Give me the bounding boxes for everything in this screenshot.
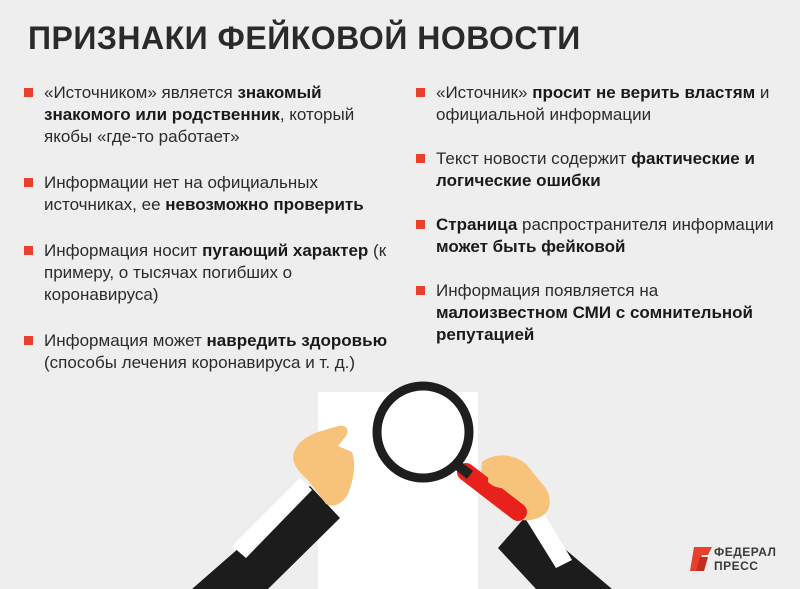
item-text: Страница распространителя информации может быть фейковой (436, 215, 774, 256)
item-text: Информация носит пугающий характер (к примеру, о тысячах погибших о коронавирусa) (44, 241, 387, 304)
left-sleeve (192, 486, 340, 589)
fp-logo-icon (690, 547, 712, 571)
logo-text (714, 545, 776, 573)
item-text: «Источник» просит не верить властям и официальной информации (436, 83, 770, 124)
logo-line-2: ПРЕСС (714, 559, 759, 573)
item-text: Информация может навредить здоровью (способы лечения коронавируса и т. д.) (44, 331, 388, 372)
item-text: Информации нет на официальных источниках, ее невозможно проверить (44, 173, 364, 214)
item-text: Текст новости содержит фактические и логические ошибки (436, 149, 755, 190)
item-text: «Источником» является знакомый знакомого или родственник, который якобы «где-то работает» (44, 83, 355, 146)
page-title: ПРИЗНАКИ ФЕЙКОВОЙ НОВОСТИ (28, 20, 581, 56)
item-text: Информация появляется на малоизвестном СМИ с сомнительной репутацией (436, 281, 754, 344)
magnifying-glass-icon (377, 386, 469, 478)
brand-logo (690, 543, 790, 575)
logo-line-1: ФЕДЕРАЛ (714, 545, 777, 559)
